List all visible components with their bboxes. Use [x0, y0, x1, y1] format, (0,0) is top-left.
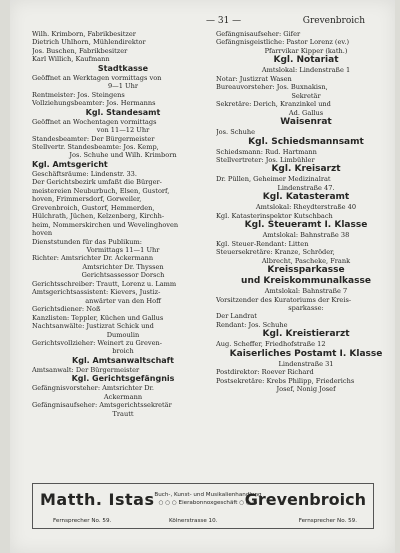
entry: Josef, Nonig Josef: [276, 385, 336, 394]
entry: von 11—12 Uhr: [96, 126, 150, 135]
entry: Albrecht, Pascheke, Frank: [261, 256, 351, 265]
entry: 9—1 Uhr: [107, 82, 139, 91]
section-heading: Kgl. Kreisarzt: [271, 164, 341, 175]
entry: Postdirektor: Roever Richard: [216, 368, 314, 377]
ad-name: Matth. Istas: [40, 490, 155, 509]
section-heading: Kgl. Amtsgericht: [32, 159, 108, 169]
section-heading: Kgl. Katasteramt: [262, 192, 350, 203]
entry: Dumoulin: [106, 330, 140, 339]
page-number: — 31 —: [206, 16, 242, 26]
entry: Vormittags 11—1 Uhr: [86, 245, 160, 254]
entry: Sekretäre: Derich, Kranzinkel und: [216, 100, 331, 109]
section-heading: Waisenrat: [280, 117, 332, 128]
entry: broich: [112, 347, 134, 356]
entry: heim, Nommerskirchen und Wevelinghoven: [32, 220, 179, 229]
entry: Stellvertr. Standesbeamte: Jos. Kemp,: [32, 142, 159, 151]
entry: Kgl. Katasterinspektor Kutschbach: [216, 211, 333, 220]
entry: Gerichtsvollzieher: Weinert zu Greven-: [32, 338, 162, 347]
right-column: [216, 30, 396, 394]
page-header: [10, 16, 395, 28]
section-heading: Kaiserliches Postamt I. Klasse: [229, 348, 383, 359]
entry: Amtslokal: Rheydterstraße 40: [255, 203, 357, 212]
entry: Notar: Justizrat Wasen: [216, 74, 292, 83]
entry: sparkasse:: [288, 303, 324, 312]
entry: Wilh. Krimborn, Fabrikbesitzer: [32, 30, 136, 38]
entry: Sekretär: [291, 91, 321, 100]
entry: hoven: [32, 229, 53, 238]
entry: Gerichtsschreiber: Trautt, Lorenz u. Lamm: [32, 279, 177, 288]
entry: Dr. Püllen, Geheimer Medizinalrat: [216, 175, 331, 184]
document-page: [10, 0, 395, 553]
entry: Amtsrichter Dr. Thyssen: [82, 262, 164, 271]
entry: Gerichtsdiener: Noß: [32, 305, 101, 314]
ad-city: Grevenbroich: [244, 490, 366, 509]
section-heading: Kgl. Standesamt: [85, 107, 161, 117]
entry: Geschäftsräume: Lindenstr. 33.: [32, 169, 137, 178]
entry: Lindenstraße 31: [278, 359, 334, 368]
entry: Standesbeamter: Der Bürgermeister: [32, 134, 155, 143]
entry: Gefängnisvorsteher: Amtsrichter Dr.: [32, 384, 155, 393]
entry: Grevenbroich, Gustorf, Hemmerden,: [32, 203, 155, 212]
entry: Amtslokal: Bahnstraße 7: [264, 287, 348, 296]
entry: Gefängnisgeistliche: Pastor Lorenz (ev.): [216, 38, 350, 47]
entry: Vorsitzender des Kuratoriums der Kreis-: [216, 295, 352, 304]
entry: Hülchrath, Jüchen, Kelzenberg, Kirchh-: [32, 212, 165, 221]
entry: Rendant: Jos. Schuhe: [216, 320, 288, 329]
section-heading: Kreissparkasse: [267, 265, 345, 276]
entry: Amtsanwalt: Der Bürgermeister: [32, 365, 140, 374]
entry: Dietrich Uhlhorn, Mühlendirektor: [32, 38, 146, 47]
entry: Gefängnisaufseher: Gifer: [216, 30, 301, 38]
entry: anwärter van den Hoff: [85, 296, 161, 305]
entry: Bureauvorsteher: Jos. Buxnakisn,: [216, 83, 328, 92]
entry: Jos. Buschen, Fabrikbesitzer: [32, 46, 128, 55]
entry: Geöffnet an Wochentagen vormittags: [32, 117, 157, 126]
entry: Amtsgerichtsassistent: Kievers, Justiz-: [32, 288, 161, 297]
entry: Dienststunden für das Publikum:: [32, 237, 142, 246]
entry: Stellvertreter: Jos. Limbühler: [216, 155, 315, 164]
entry: Vollziehungsbeamter: Jos. Hermanns: [32, 99, 156, 108]
section-heading: Kgl. Amtsanwaltschaft: [72, 355, 174, 365]
advertisement: [32, 483, 374, 529]
ad-phone: Fernsprecher No. 59.: [53, 518, 112, 524]
entry: Richter: Amtsrichter Dr. Ackermann: [32, 254, 154, 263]
entry: meistereien Neuburbuch, Elsen, Gustorf,: [32, 186, 170, 195]
entry: Gerichtsassessor Dorsch: [81, 271, 165, 280]
section-heading: und Kreiskommunalkasse: [241, 276, 371, 287]
section-heading: Kgl. Steueramt I. Klasse: [244, 220, 368, 231]
left-column: [32, 30, 214, 418]
entry: Pfarrvikar Kipper (kath.): [264, 46, 348, 55]
entry: Amtslokal: Bahnstraße 38: [262, 231, 350, 240]
ad-line: Buch-, Kunst- und Musikalienhandlung: [154, 492, 262, 498]
entry: Ad. Gallus: [288, 108, 324, 117]
entry: Der Gerichtsbezirk umfaßt die Bürger-: [32, 178, 162, 187]
entry: Karl Willich, Kaufmann: [32, 55, 110, 64]
entry: Kanzlisten: Teppler, Küchen und Gallus: [32, 313, 164, 322]
entry: Jos. Schuhe: [216, 128, 256, 137]
entry: Steuersekretäre: Kranze, Schröder,: [216, 248, 335, 257]
entry: Lindenstraße 47.: [277, 183, 335, 192]
entry: Jos. Schuhe und Wilh. Krimborn: [69, 151, 177, 160]
entry: Trautt: [112, 409, 134, 418]
entry: Postsekretäre: Krebs Philipp, Friederichs: [216, 376, 355, 385]
entry: Kgl. Steuer-Rendant: Litten: [216, 239, 309, 248]
ad-address: Kölnerstrasse 10.: [169, 518, 218, 524]
entry: Der Landrat: [216, 312, 257, 321]
entry: Aug. Scheffer, Friedhofstraße 12: [216, 340, 326, 349]
entry: Geöffnet an Werktagen vormittags von: [32, 73, 162, 82]
entry: Nachtsanwälte: Justizrat Schick und: [32, 322, 154, 331]
entry: Gefängnisaufseher: Amtsgerichtssekretär: [32, 401, 172, 410]
ad-phone: Fernsprecher No. 59.: [298, 518, 357, 524]
entry: Schiedsmann: Rud. Hartmann: [216, 147, 317, 156]
section-heading: Stadtkasse: [97, 63, 149, 73]
section-heading: Kgl. Schiedsmannsamt: [248, 136, 364, 147]
entry: Amtslokal: Lindenstraße 1: [261, 66, 351, 75]
section-heading: Kgl. Gerichtsgefängnis: [71, 374, 175, 384]
entry: hoven, Frimmersdorf, Gorweiler,: [32, 195, 142, 204]
header-place: Grevenbroich: [302, 16, 365, 26]
section-heading: Kgl. Kreistierarzt: [262, 329, 350, 340]
entry: Rentmeister: Jos. Steingens: [32, 90, 125, 99]
ad-line: ○ ○ ○ Eierabonnoxgeschäft ○ ○ ○: [158, 500, 258, 506]
section-heading: Kgl. Notariat: [273, 55, 339, 66]
entry: Ackermann: [103, 392, 143, 401]
